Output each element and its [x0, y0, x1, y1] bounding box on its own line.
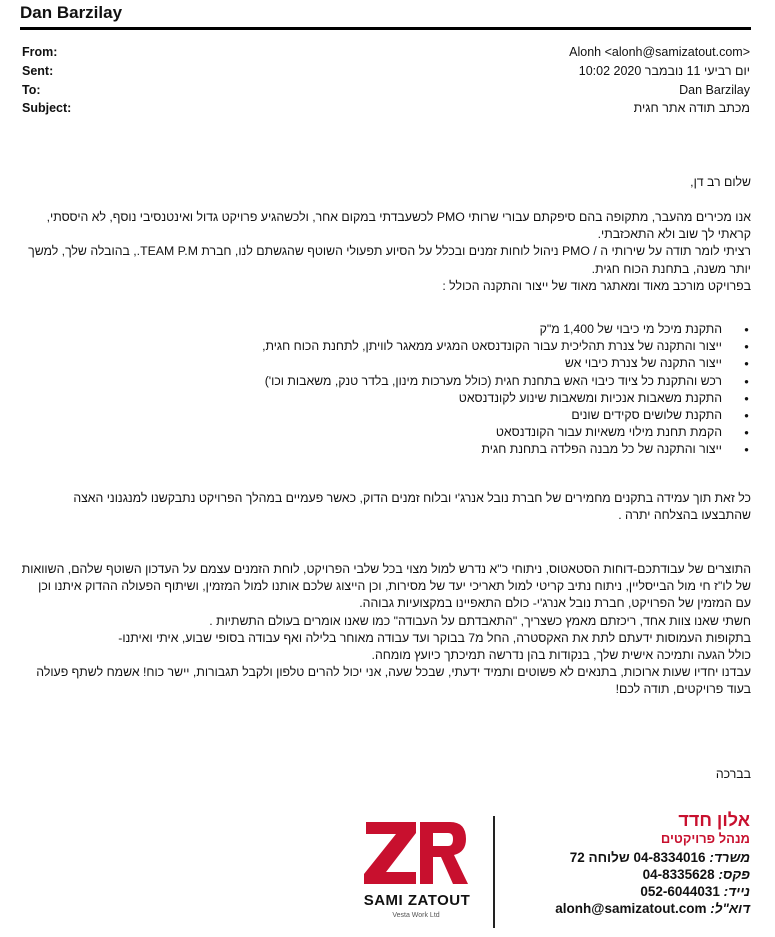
from-value[interactable]: Alonh <alonh@samizatout.com> — [569, 45, 750, 59]
sender-name-title: Dan Barzilay — [20, 3, 123, 22]
email-value[interactable]: alonh@samizatout.com — [555, 901, 707, 916]
bullet-item: ● התקנת שלושים סקידים שונים — [20, 407, 722, 424]
bullet-item: ● התקנת משאבות אנכיות ומשאבות שינוע לקונדנסאט — [20, 390, 722, 407]
signature-phone — [510, 849, 750, 866]
header-subject-row — [22, 101, 750, 119]
bullet-item: ● התקנת מיכל מי כיבוי של 1,400 מ"ק — [20, 321, 722, 338]
appreciation-line: התוצרים של עבודתכם-דוחות הסטאטוס, ניתוחי כ"א נדרש למול מצוי בכל שלבי הפרויקט, לוחת הזמנים עצמם על העדכון השוטף שלהם, השוואות של לו"ז חי מול הבייסליין, ניתוח נתיב קריטי למול תאריכי יעד של מסירות, וכן הייצוג שלכם אותנו למול המזמין, ושיתוף הפעולה ההדוק איתנו וכן עם המזמין של הפרויקט, חברת נובל אנרג'י- כולם התאפיינו במקצועיות גבוהה. — [21, 562, 751, 611]
mobile-label: נייד: — [723, 884, 750, 899]
company-logo-icon — [362, 818, 470, 888]
email-signature — [350, 808, 750, 933]
fax-label: פקס: — [718, 867, 750, 882]
phone-value[interactable]: 04-8334016 שלוחה 72 — [569, 850, 706, 865]
paragraph-appreciation — [20, 561, 751, 699]
to-label: To: — [22, 83, 41, 97]
compliance-line: שהתבצעו בהצלחה יתרה . — [618, 508, 751, 523]
signature-mobile — [510, 883, 750, 900]
to-value[interactable]: Dan Barzilay — [679, 83, 750, 97]
company-tagline: Vesta Work Ltd — [392, 912, 440, 919]
phone-label: משרד: — [709, 850, 750, 865]
header-to-row — [22, 83, 750, 101]
greeting: שלום רב דן, — [690, 175, 751, 189]
subject-label: Subject: — [22, 101, 72, 115]
compliance-line: כל זאת תוך עמידה בתקנים מחמירים של חברת נובל אנרג'י ובלוח זמנים הדוק, כאשר פעמיים במהלך הפרויקט נתבקשנו למנגנוני האצה — [73, 491, 751, 505]
bullet-item: ● ייצור התקנה של צנרת כיבוי אש — [20, 355, 722, 372]
from-label: From: — [22, 45, 58, 59]
bullet-item: ● ייצור והתקנה של צנרת תהליכית עבור הקונדנסאט המגיע ממאגר לוויתן, לתחנת הכוח חגית, — [20, 338, 722, 355]
signature-name: אלון חדד — [678, 810, 750, 830]
appreciation-line: חשתי שאנו צוות אחד, ריכזתם מאמץ כשצריך, "התאבדתם על העבודה" כמו שאנו אומרים בעולם התשתיות . — [209, 613, 751, 628]
closing: בברכה — [715, 767, 751, 781]
company-name: SAMI ZATOUT — [363, 892, 471, 909]
title-divider — [20, 27, 751, 30]
signature-email — [510, 900, 750, 917]
header-from-row — [22, 45, 750, 63]
bullet-item: ● רכש והתקנת כל ציוד כיבוי האש בתחנת חגית (כולל מערכות מינון, בלדר טנק, משאבות וכו') — [20, 373, 722, 390]
appreciation-line: בתקופות העמוסות ידעתם לתת את האקסטרה, החל מ7 בבוקר ועד עבודה מאוחר בלילה ואף עבודה בסופי שבוע, איתי ואיתנו- — [118, 630, 751, 645]
appreciation-line: כולל הגעה ותמיכה אישית שלך, בנקודות בהן נדרשה תמיכתך כיועץ מומחה. — [371, 648, 751, 663]
paragraph-compliance — [20, 490, 751, 524]
scope-bullet-list — [20, 321, 751, 459]
bullet-item: ● הקמת תחנת מילוי משאיות עבור הקונדנסאט — [20, 424, 722, 441]
subject-value: מכתב תודה אתר חגית — [633, 101, 750, 115]
appreciation-line: עבדנו יחדיו שעות ארוכות, בתנאים לא פשוטים ותמיד ידעתי, שבכל שעה, אני יכול להרים טלפון ולקבל תגבורות, יישר כוח! אשמח לשתף פעולה בעוד פרויקטים, תודה לכם! — [36, 665, 751, 697]
intro-line: בפרויקט מורכב מאוד ומאתגר מאוד של ייצור והתקנה הכולל : — [442, 278, 751, 293]
email-label: דוא"ל: — [710, 901, 750, 916]
sent-label: Sent: — [22, 64, 54, 78]
signature-fax — [510, 866, 750, 883]
mobile-value[interactable]: 052-6044031 — [640, 884, 720, 899]
bullet-item: ● ייצור והתקנה של כל מבנה הפלדה בתחנת חגית — [20, 441, 722, 458]
intro-line: רציתי לומר תודה על שירותי ה / PMO ניהול לוחות זמנים ובכלל על הסיוע תפעולי השוטף שהגשתם לנו, חברת TEAM P.M., בהובלה שלך, למשך יותר משנה, בתחנת הכוח חגית. — [28, 244, 751, 276]
header-sent-row — [22, 64, 750, 82]
fax-value: 04-8335628 — [642, 867, 715, 882]
sent-value: יום רביעי 11 נובמבר 2020 10:02 — [578, 64, 750, 78]
signature-details — [510, 810, 750, 917]
signature-role: מנהל פרויקטים — [660, 831, 750, 846]
intro-line: אנו מכירים מהעבר, מתקופה בהם סיפקתם עבורי שרותי PMO לכשעבדתי במקום אחר, ולכשהגיע פרויקט גדול ואינטנסיבי נוסף, לא היססתי, קראתי לך שוב ולא התאכזבתי. — [46, 210, 751, 242]
signature-divider — [493, 816, 495, 928]
paragraph-intro — [20, 209, 751, 295]
